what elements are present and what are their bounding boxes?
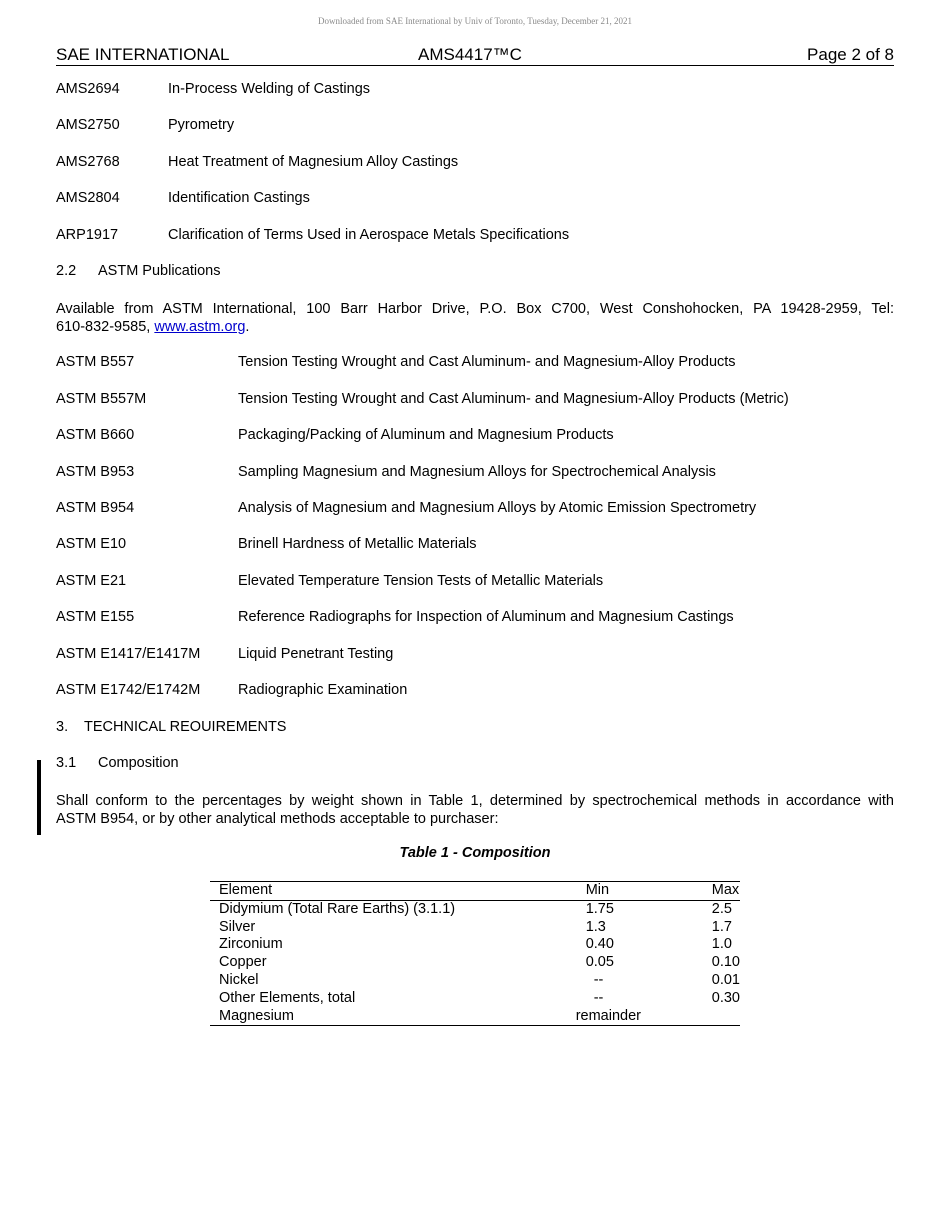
reference-code: ASTM E10	[56, 536, 127, 552]
reference-title: Analysis of Magnesium and Magnesium Alloys by Atomic Emission Spectrometry	[238, 500, 757, 516]
reference-code: ASTM E155	[56, 609, 135, 625]
astm-availability-paragraph	[56, 300, 894, 336]
table-row	[210, 954, 740, 972]
header-page-number: Page 2 of 8	[807, 45, 894, 64]
reference-title: Elevated Temperature Tension Tests of Metallic Materials	[238, 573, 604, 589]
reference-code: ASTM B660	[56, 427, 135, 443]
reference-title: Radiographic Examination	[238, 682, 408, 698]
reference-code: AMS2750	[56, 117, 120, 133]
column-header-max: Max	[693, 882, 740, 901]
reference-code: ASTM B557	[56, 354, 135, 370]
revision-change-bar	[37, 760, 41, 835]
reference-title: Sampling Magnesium and Magnesium Alloys for Spectrochemical Analysis	[238, 464, 716, 480]
max-cell: 0.01	[711, 971, 740, 988]
reference-code: ASTM E21	[56, 573, 127, 589]
reference-code: ASTM E1417/E1417M	[56, 646, 201, 662]
reference-code: ASTM B953	[56, 464, 135, 480]
max-cell	[693, 1008, 740, 1026]
max-cell: 1.7	[711, 918, 732, 935]
table-row	[210, 990, 740, 1008]
table-row	[210, 900, 740, 918]
reference-title: Liquid Penetrant Testing	[238, 646, 394, 662]
table-row	[210, 972, 740, 990]
reference-code: ASTM B954	[56, 500, 135, 516]
phone-text: 610-832-9585,	[56, 319, 155, 335]
table-header-row	[210, 882, 740, 901]
element-cell: Nickel	[219, 971, 259, 988]
element-cell: Zirconium	[219, 936, 283, 953]
table-caption: Table 1 - Composition	[399, 845, 551, 861]
header-document-number: AMS4417™C	[418, 45, 522, 64]
reference-code: AMS2768	[56, 154, 120, 170]
paragraph-line	[56, 318, 894, 336]
reference-title: Heat Treatment of Magnesium Alloy Castings	[168, 154, 459, 170]
section-number: 3.1	[56, 755, 77, 771]
period-text: .	[245, 319, 250, 335]
element-cell: Other Elements, total	[219, 989, 356, 1006]
paragraph-line: Available from ASTM International, 100 Barr Harbor Drive, P.O. Box C700, West Conshohocken, PA 19428-2959, Tel:	[56, 301, 894, 317]
section-title: Composition	[98, 755, 179, 771]
paragraph-line: ASTM B954, or by other analytical methods acceptable to purchaser:	[56, 811, 499, 827]
reference-title: Tension Testing Wrought and Cast Aluminum- and Magnesium-Alloy Products	[238, 354, 736, 370]
page-header	[56, 45, 894, 66]
element-cell: Silver	[219, 918, 256, 935]
max-cell: 0.10	[711, 954, 740, 971]
min-cell: 0.05	[585, 954, 614, 971]
max-cell: 0.30	[711, 989, 740, 1006]
min-cell: --	[593, 971, 604, 988]
max-cell: 1.0	[711, 936, 732, 953]
min-cell: --	[593, 989, 604, 1006]
reference-title: Reference Radiographs for Inspection of Aluminum and Magnesium Castings	[238, 609, 734, 625]
download-watermark: Downloaded from SAE International by Univ of Toronto, Tuesday, December 21, 2021	[317, 16, 633, 26]
column-header-element: Element	[210, 882, 567, 901]
reference-code: ASTM B557M	[56, 391, 147, 407]
astm-website-link[interactable]: www.astm.org	[154, 319, 246, 335]
reference-code: AMS2694	[56, 81, 120, 97]
composition-table	[210, 881, 740, 1026]
element-cell: Didymium (Total Rare Earths) (3.1.1)	[219, 900, 456, 917]
min-cell: 0.40	[585, 936, 614, 953]
reference-title: Pyrometry	[168, 117, 235, 133]
reference-title: Tension Testing Wrought and Cast Aluminum- and Magnesium-Alloy Products (Metric)	[238, 391, 789, 407]
paragraph-line: Shall conform to the percentages by weight shown in Table 1, determined by spectrochemical methods in accordance with	[56, 793, 894, 809]
header-organization: SAE INTERNATIONAL	[56, 45, 230, 64]
table-row	[210, 1008, 740, 1026]
section-title: ASTM Publications	[98, 263, 221, 279]
element-cell: Magnesium	[210, 1008, 567, 1026]
min-cell: 1.75	[585, 900, 614, 917]
table-row	[210, 936, 740, 954]
reference-code: ASTM E1742/E1742M	[56, 682, 201, 698]
section-number: 2.2	[56, 263, 77, 279]
section-number: 3.	[56, 719, 69, 735]
reference-title: Identification Castings	[168, 190, 310, 206]
column-header-min: Min	[567, 882, 693, 901]
reference-title: Packaging/Packing of Aluminum and Magnesium Products	[238, 427, 614, 443]
reference-code: ARP1917	[56, 227, 119, 243]
min-cell: remainder	[567, 1008, 693, 1026]
max-cell: 2.5	[711, 900, 732, 917]
reference-title: In-Process Welding of Castings	[168, 81, 371, 97]
composition-paragraph	[56, 792, 894, 828]
min-cell: 1.3	[585, 918, 606, 935]
section-title: TECHNICAL REOUIREMENTS	[84, 719, 287, 735]
reference-title: Clarification of Terms Used in Aerospace Metals Specifications	[168, 227, 570, 243]
element-cell: Copper	[219, 954, 267, 971]
reference-title: Brinell Hardness of Metallic Materials	[238, 536, 477, 552]
reference-code: AMS2804	[56, 190, 120, 206]
table-row	[210, 919, 740, 937]
